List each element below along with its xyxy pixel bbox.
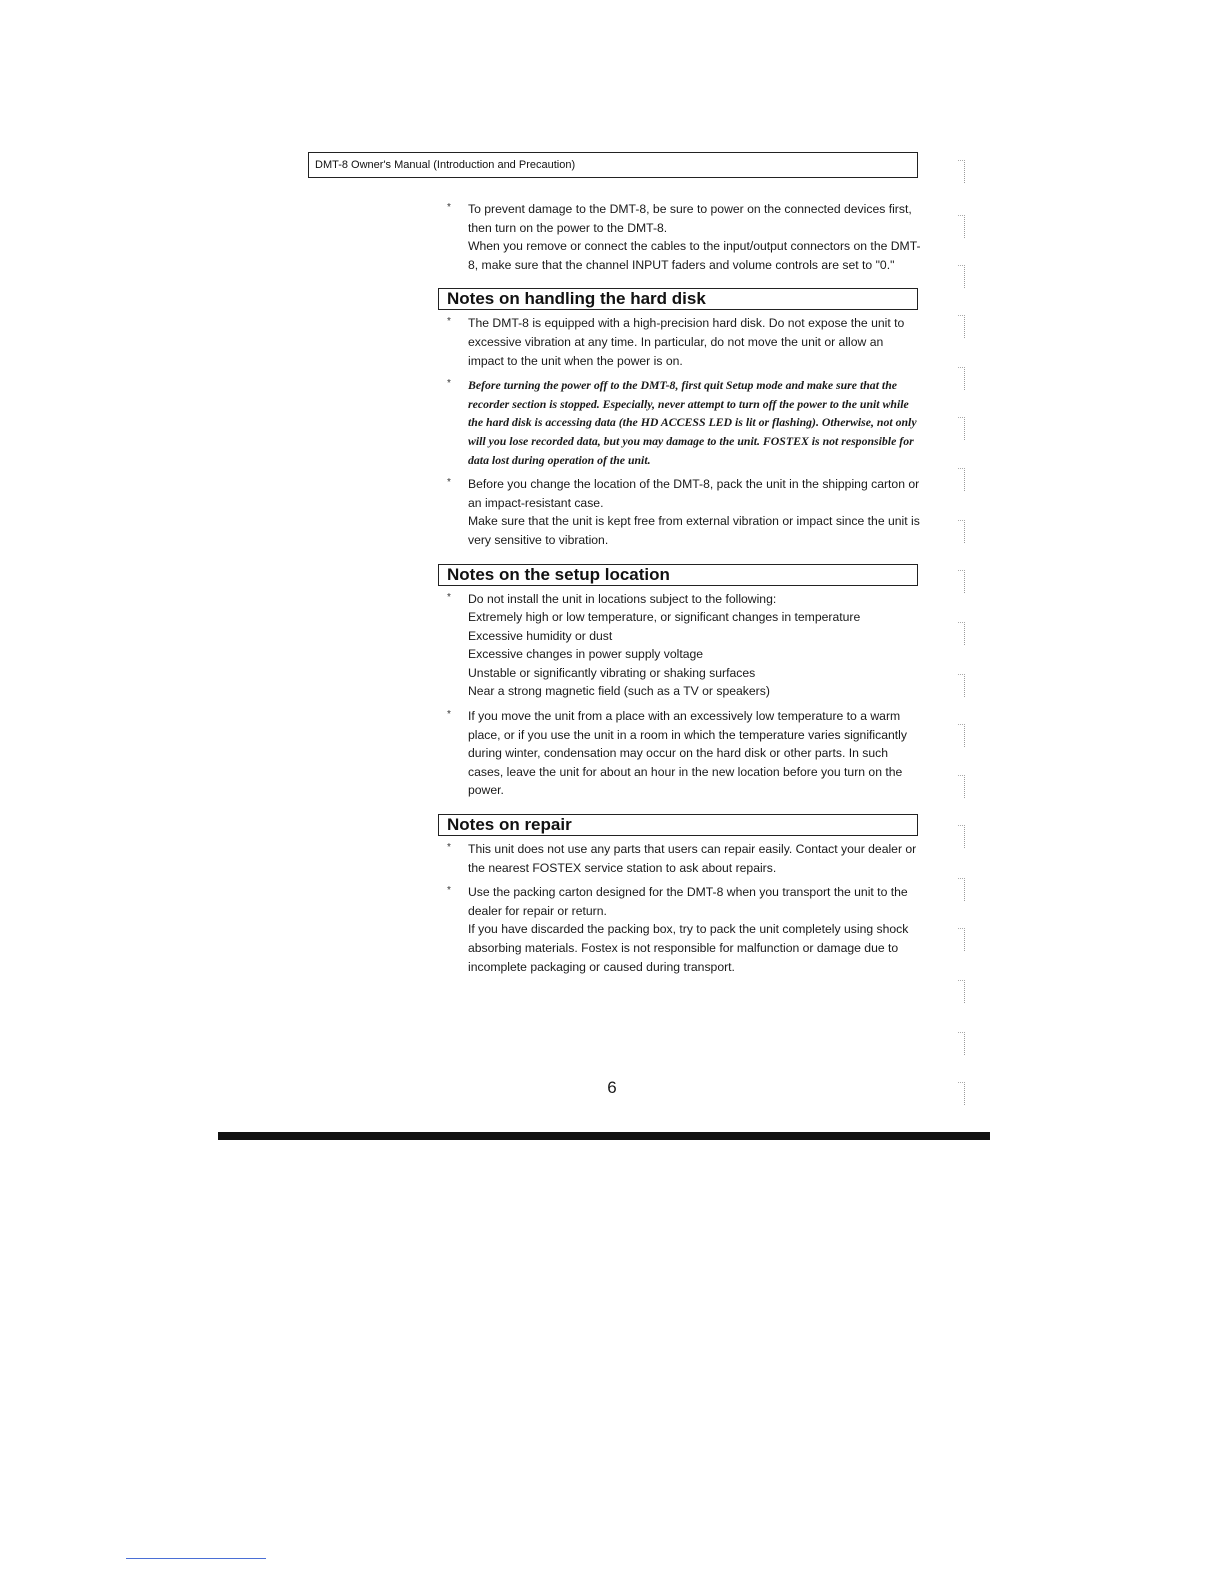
edge-mark <box>958 570 965 593</box>
page-content <box>440 200 922 982</box>
section-title: Notes on handling the hard disk <box>438 288 918 310</box>
bullet-mark: * <box>447 316 451 328</box>
footer-link-rule <box>126 1558 266 1559</box>
edge-mark <box>958 265 965 288</box>
edge-mark <box>958 878 965 901</box>
bullet-text: If you move the unit from a place with an excessively low temperature to a warm place, or if you use the unit in a room in which the temperature varies significantly during winter, condensation may occur on the hard disk or other parts. In such cases, leave the unit for about an hour in the new location before you turn on the power. <box>468 709 907 798</box>
edge-mark <box>958 215 965 238</box>
bullet-text: Excessive humidity or dust <box>468 628 613 643</box>
bullet-text: Before you change the location of the DMT-8, pack the unit in the shipping carton or an impact-resistant case. <box>468 477 920 510</box>
bullet-mark: * <box>447 709 451 721</box>
list-item <box>440 475 922 549</box>
bullet-mark: * <box>447 591 451 603</box>
list-item <box>440 840 922 877</box>
bottom-rule <box>218 1132 990 1140</box>
edge-mark <box>958 825 965 848</box>
edge-mark <box>958 160 965 183</box>
list-item <box>440 590 922 702</box>
list-item <box>440 883 922 976</box>
bullet-mark: * <box>447 477 451 489</box>
edge-mark <box>958 1082 965 1105</box>
list-item-warning <box>440 376 922 469</box>
bullet-text: Extremely high or low temperature, or significant changes in temperature <box>468 610 861 625</box>
bullet-text: When you remove or connect the cables to the input/output connectors on the DMT-8, make sure that the channel INPUT faders and volume controls are set to "0." <box>468 239 921 272</box>
header-title: DMT-8 Owner's Manual (Introduction and Precaution) <box>315 159 576 171</box>
edge-mark <box>958 367 965 390</box>
bullet-text: Make sure that the unit is kept free from external vibration or impact since the unit is very sensitive to vibration. <box>468 514 920 547</box>
bullet-text: Near a strong magnetic field (such as a TV or speakers) <box>468 684 770 699</box>
intro-bullet <box>440 200 922 274</box>
edge-mark <box>958 724 965 747</box>
section-hard-disk <box>440 288 922 549</box>
bullet-text: Use the packing carton designed for the DMT-8 when you transport the unit to the dealer for repair or return. <box>468 885 908 918</box>
section-title: Notes on repair <box>438 814 918 836</box>
edge-mark <box>958 1032 965 1055</box>
section-setup-location <box>440 564 922 801</box>
bullet-text: To prevent damage to the DMT-8, be sure to power on the connected devices first, then turn on the power to the DMT-8. <box>468 202 912 235</box>
edge-mark <box>958 315 965 338</box>
edge-mark <box>958 928 965 951</box>
edge-mark <box>958 775 965 798</box>
list-item <box>440 314 922 370</box>
section-repair <box>440 814 922 976</box>
edge-mark <box>958 980 965 1003</box>
bullet-text: Unstable or significantly vibrating or shaking surfaces <box>468 665 756 680</box>
edge-mark <box>958 468 965 491</box>
edge-mark <box>958 417 965 440</box>
bullet-mark: * <box>447 202 451 213</box>
edge-mark <box>958 622 965 645</box>
edge-mark <box>958 674 965 697</box>
bullet-text: The DMT-8 is equipped with a high-precision hard disk. Do not expose the unit to excessive vibration at any time. In particular, do not move the unit or allow an impact to the unit when the power is on. <box>468 316 905 368</box>
bullet-text: If you have discarded the packing box, try to pack the unit completely using shock absorbing materials. Fostex is not responsible for malfunction or damage due to incomplete packaging or caused during transport. <box>468 922 909 974</box>
section-title: Notes on the setup location <box>438 564 918 586</box>
bullet-text: This unit does not use any parts that users can repair easily. Contact your dealer or the nearest FOSTEX service station to ask about repairs. <box>468 842 917 875</box>
bullet-text: Do not install the unit in locations subject to the following: <box>468 591 777 606</box>
page-number: 6 <box>607 1078 617 1097</box>
bullet-mark: * <box>447 378 451 390</box>
binding-edge-marks <box>958 160 974 1120</box>
bullet-mark: * <box>447 885 451 897</box>
page-header <box>308 152 918 178</box>
list-item <box>440 707 922 800</box>
bullet-mark: * <box>447 842 451 854</box>
edge-mark <box>958 520 965 543</box>
bullet-text: Before turning the power off to the DMT-8, first quit Setup mode and make sure that the recorder section is stopped. Especially, never attempt to turn off the power to the unit while the hard disk is accessing data (the HD ACCESS LED is lit or flashing). Otherwise, not only will you lose recorded data, but you may damage to the unit. FOSTEX is not responsible for data lost during operation of the unit. <box>468 378 917 467</box>
bullet-text: Excessive changes in power supply voltage <box>468 647 704 662</box>
